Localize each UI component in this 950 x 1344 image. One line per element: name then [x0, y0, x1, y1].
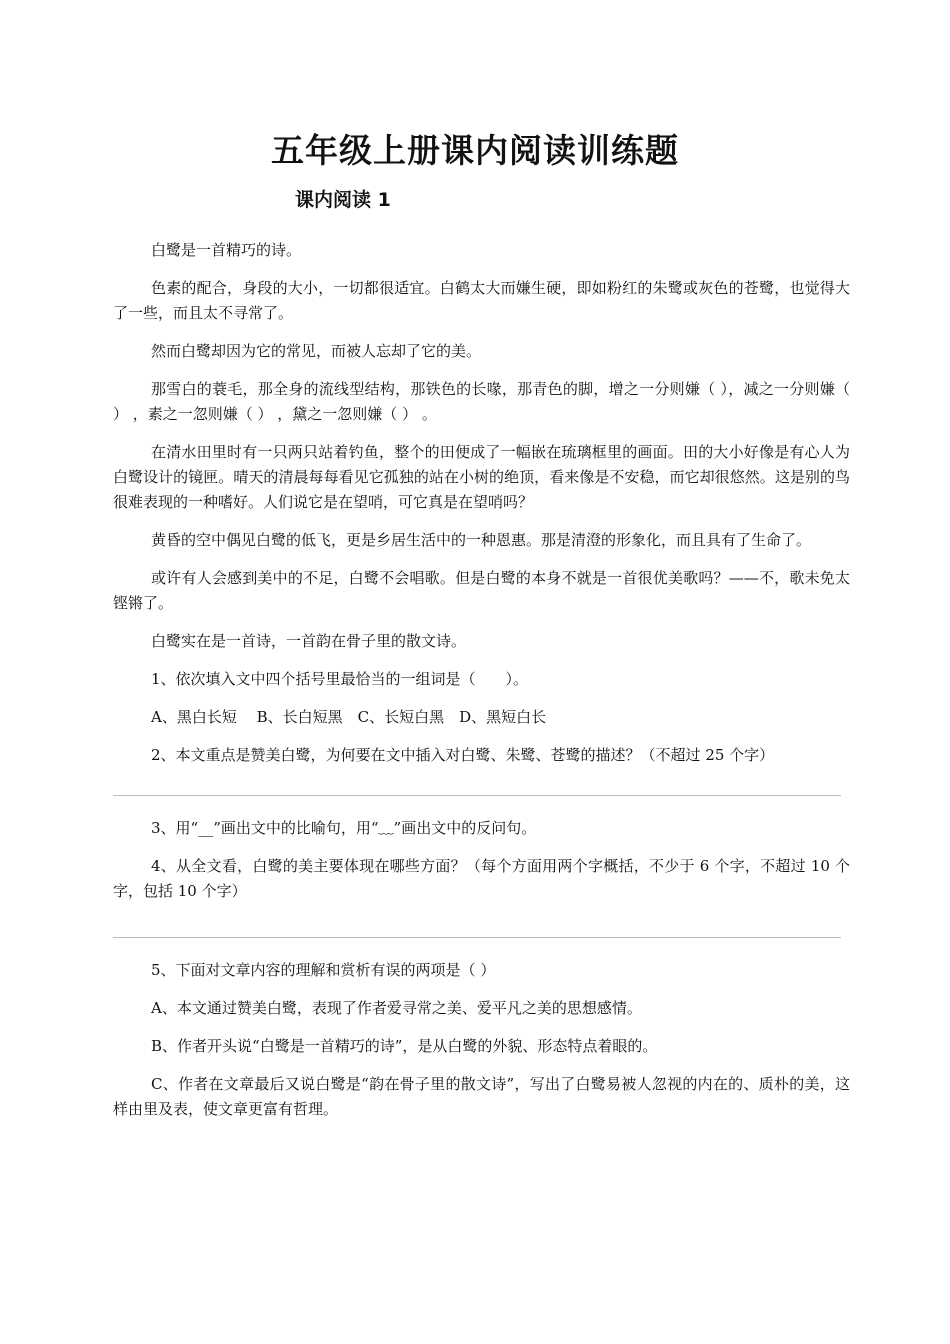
question-5: 5、下面对文章内容的理解和赏析有误的两项是（ ） [151, 961, 496, 979]
passage-paragraph: 然而白鹭却因为它的常见，而被人忘却了它的美。 [151, 342, 482, 360]
question-5-option-a: A、本文通过赞美白鹭，表现了作者爱寻常之美、爱平凡之美的思想感情。 [151, 999, 642, 1017]
question-5-option-c: C、作者在文章最后又说白鹭是“韵在骨子里的散文诗”，写出了白鹭易被人忽视的内在的、质朴的美，这样由里及表，使文章更富有哲理。 [113, 1075, 850, 1118]
passage-paragraph: 白鹭实在是一首诗，一首韵在骨子里的散文诗。 [151, 632, 467, 650]
question-4: 4、从全文看，白鹭的美主要体现在哪些方面？（每个方面用两个字概括，不少于 6 个字，不超过 10 个字，包括 10 个字） [113, 857, 850, 900]
passage-paragraph: 或许有人会感到美中的不足，白鹭不会唱歌。但是白鹭的本身不就是一首很优美歌吗？——不，歌未免太铿锵了。 [113, 569, 850, 612]
question-2: 2、本文重点是赞美白鹭，为何要在文中插入对白鹭、朱鹭、苍鹭的描述？（不超过 25 个字） [151, 746, 775, 764]
question-1-options: A、黑白长短 B、长白短黑 C、长短白黑 D、黑短白长 [151, 708, 547, 726]
answer-space [113, 917, 850, 937]
question-5-option-b: B、作者开头说“白鹭是一首精巧的诗”，是从白鹭的外貌、形态特点着眼的。 [151, 1037, 658, 1055]
passage-paragraph: 色素的配合，身段的大小，一切都很适宜。白鹤太大而嫌生硬，即如粉红的朱鹭或灰色的苍鹭，也觉得大了一些，而且太不寻常了。 [113, 279, 850, 322]
section-title: 课内阅读 1 [295, 189, 391, 211]
answer-line [113, 795, 841, 796]
reading-content [113, 238, 850, 1135]
passage-paragraph: 在清水田里时有一只两只站着钓鱼，整个的田便成了一幅嵌在琉璃框里的画面。田的大小好像是有心人为白鹭设计的镜匣。晴天的清晨每每看见它孤独的站在小树的绝顶，看来像是不安稳，而它却很悠然。这是别的鸟很难表现的一种嗜好。人们说它是在望哨，可它真是在望哨吗？ [113, 443, 850, 511]
page-title: 五年级上册课内阅读训练题 [271, 131, 679, 170]
question-3: 3、用“__”画出文中的比喻句，用“﹏”画出文中的反问句。 [151, 819, 537, 837]
question-1: 1、依次填入文中四个括号里最恰当的一组词是（ ）。 [151, 670, 529, 688]
answer-space [113, 781, 850, 795]
passage-paragraph: 那雪白的蓑毛，那全身的流线型结构，那铁色的长喙，那青色的脚，增之一分则嫌（ ），减之一分则嫌（ ） ，素之一忽则嫌（ ） ，黛之一忽则嫌（ ） 。 [113, 380, 850, 423]
passage-paragraph: 黄昏的空中偶见白鹭的低飞，更是乡居生活中的一种恩惠。那是清澄的形象化，而且具有了生命了。 [151, 531, 812, 549]
answer-line [113, 937, 841, 938]
passage-paragraph: 白鹭是一首精巧的诗。 [151, 241, 302, 259]
